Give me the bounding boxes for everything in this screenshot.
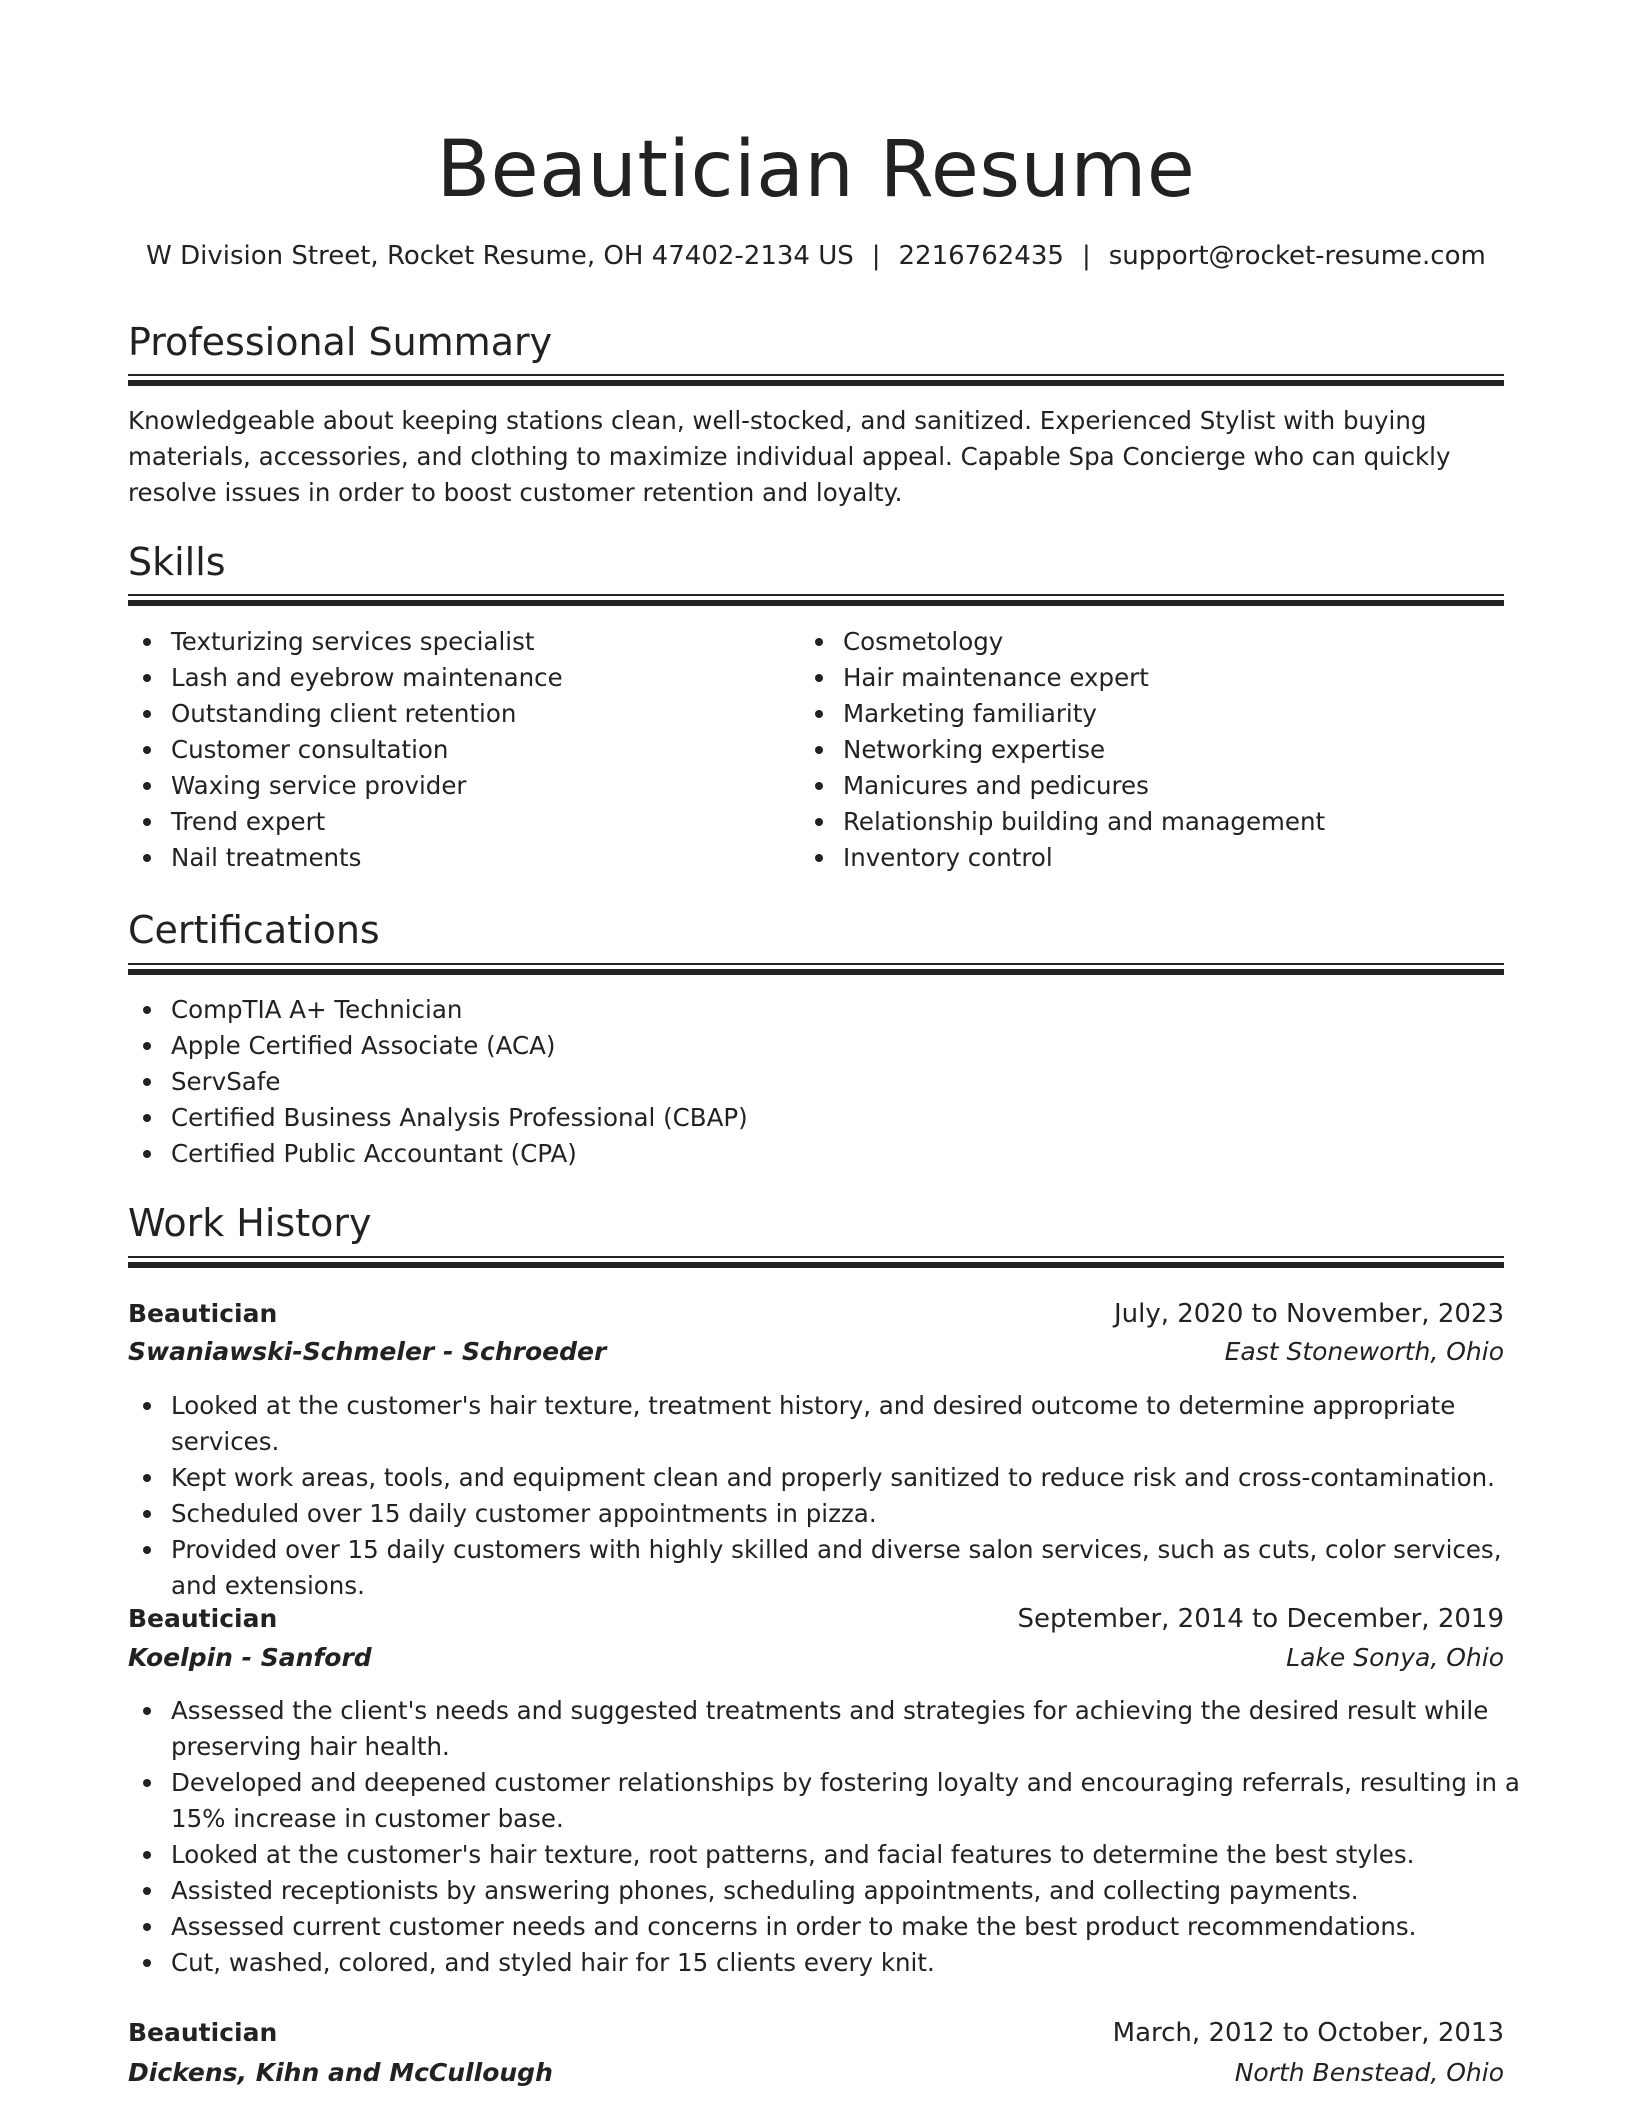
skill-item: Cosmetology <box>843 624 1523 660</box>
skill-item: Networking expertise <box>843 732 1523 768</box>
job-subheader <box>128 1639 1504 1677</box>
section-divider <box>128 374 1504 384</box>
job-bullet: Cut, washed, colored, and styled hair for 15 clients every knit. <box>171 1945 1531 1981</box>
contact-phone: 2216762435 <box>898 241 1064 271</box>
contact-separator: | <box>1081 241 1091 271</box>
contact-email: support@rocket-resume.com <box>1108 241 1486 271</box>
certifications-list <box>127 992 1471 1172</box>
job-bullet: Assessed the client's needs and suggested treatments and strategies for achieving the desired result while preserving hair health. <box>171 1693 1531 1765</box>
job-bullets <box>127 1388 1531 1604</box>
skill-item: Marketing familiarity <box>843 696 1523 732</box>
certification-item: ServSafe <box>171 1064 1471 1100</box>
job-dates: July, 2020 to November, 2023 <box>1113 1299 1504 1329</box>
skills-list-right <box>799 624 1523 876</box>
contact-line <box>0 238 1632 274</box>
contact-separator: | <box>871 241 881 271</box>
job-bullet: Scheduled over 15 daily customer appointments in pizza. <box>171 1496 1531 1532</box>
job-title: Beautician <box>128 2018 278 2047</box>
contact-address: W Division Street, Rocket Resume, OH 47402-2134 US <box>146 241 854 271</box>
job-title: Beautician <box>128 1604 278 1633</box>
job-bullets <box>127 1693 1531 1981</box>
job-bullet: Assessed current customer needs and concerns in order to make the best product recommendations. <box>171 1909 1531 1945</box>
skill-item: Nail treatments <box>171 840 771 876</box>
skill-item: Inventory control <box>843 840 1523 876</box>
section-heading-certifications: Certifications <box>128 908 380 952</box>
job-bullet: Looked at the customer's hair texture, treatment history, and desired outcome to determine appropriate services. <box>171 1388 1531 1460</box>
skill-item: Hair maintenance expert <box>843 660 1523 696</box>
job-subheader <box>128 2054 1504 2092</box>
section-divider <box>128 963 1504 973</box>
job-bullet: Developed and deepened customer relationships by fostering loyalty and encouraging referrals, resulting in a 15% increase in customer base. <box>171 1765 1531 1837</box>
job-bullet: Kept work areas, tools, and equipment clean and properly sanitized to reduce risk and cross-contamination. <box>171 1460 1531 1496</box>
certification-item: Certified Public Accountant (CPA) <box>171 1136 1471 1172</box>
job-title: Beautician <box>128 1299 278 1328</box>
job-dates: March, 2012 to October, 2013 <box>1112 2018 1504 2048</box>
skill-item: Relationship building and management <box>843 804 1523 840</box>
job-bullet: Looked at the customer's hair texture, root patterns, and facial features to determine the best styles. <box>171 1837 1531 1873</box>
job-dates: September, 2014 to December, 2019 <box>1017 1604 1504 1634</box>
skill-item: Lash and eyebrow maintenance <box>171 660 771 696</box>
job-company: Swaniawski-Schmeler - Schroeder <box>128 1337 607 1366</box>
skill-item: Texturizing services specialist <box>171 624 771 660</box>
job-company: Koelpin - Sanford <box>128 1643 372 1672</box>
section-heading-summary: Professional Summary <box>128 320 553 364</box>
job-bullet: Provided over 15 daily customers with highly skilled and diverse salon services, such as cuts, color services, and extensions. <box>171 1532 1531 1604</box>
resume-title: Beautician Resume <box>436 125 1196 215</box>
skill-item: Customer consultation <box>171 732 771 768</box>
skill-item: Manicures and pedicures <box>843 768 1523 804</box>
job-header <box>128 2014 1504 2052</box>
summary-text: Knowledgeable about keeping stations clean, well-stocked, and sanitized. Experienced Stylist with buying materials, accessories, and clothing to maximize individual appeal. Capable Spa Concierge who can quickly resolve issues in order to boost customer retention and loyalty. <box>128 406 1451 507</box>
job-header <box>128 1295 1504 1333</box>
job-subheader <box>128 1333 1504 1371</box>
job-company: Dickens, Kihn and McCullough <box>128 2058 553 2087</box>
section-divider <box>128 1256 1504 1266</box>
certification-item: CompTIA A+ Technician <box>171 992 1471 1028</box>
skill-item: Outstanding client retention <box>171 696 771 732</box>
job-header <box>128 1600 1504 1638</box>
job-location: East Stoneworth, Ohio <box>1224 1337 1504 1366</box>
skills-list-left <box>127 624 771 876</box>
skill-item: Trend expert <box>171 804 771 840</box>
skill-item: Waxing service provider <box>171 768 771 804</box>
job-location: North Benstead, Ohio <box>1234 2058 1504 2087</box>
section-heading-skills: Skills <box>128 540 226 584</box>
section-heading-work-history: Work History <box>128 1201 372 1245</box>
certification-item: Certified Business Analysis Professional (CBAP) <box>171 1100 1471 1136</box>
section-divider <box>128 594 1504 604</box>
job-location: Lake Sonya, Ohio <box>1286 1643 1504 1672</box>
job-bullet: Assisted receptionists by answering phones, scheduling appointments, and collecting payments. <box>171 1873 1531 1909</box>
certification-item: Apple Certified Associate (ACA) <box>171 1028 1471 1064</box>
